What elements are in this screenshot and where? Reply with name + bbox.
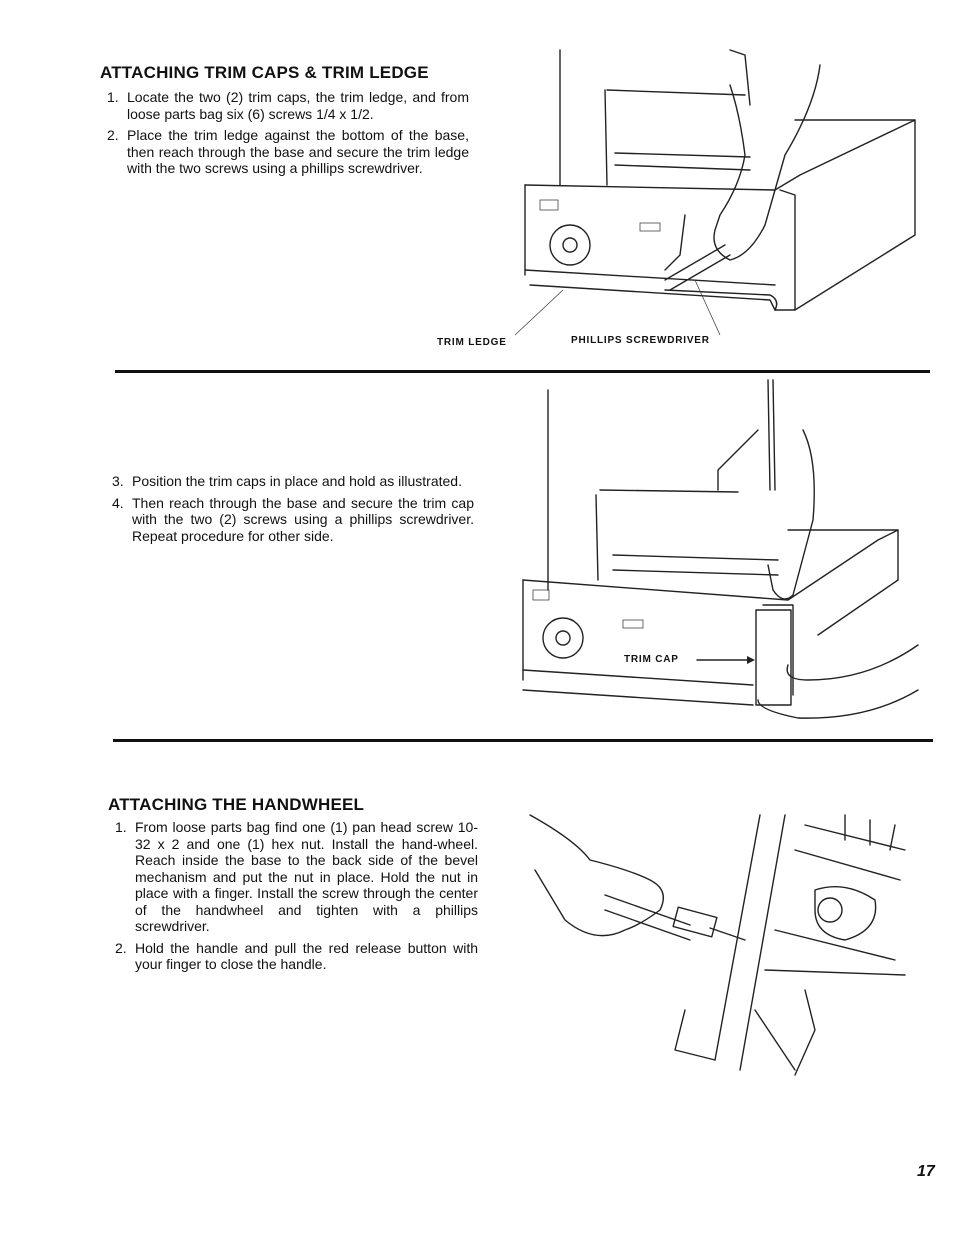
- trim-ledge-label: TRIM LEDGE: [437, 337, 507, 348]
- list-item: 4. Then reach through the base and secure the trim cap with the two (2) screws using a phillips screwdriver. Repeat procedure for other side.: [112, 494, 474, 544]
- phillips-screwdriver-label: PHILLIPS SCREWDRIVER: [571, 335, 710, 346]
- list-item: 1. From loose parts bag find one (1) pan head screw 10-32 x 2 and one (1) hex nut. Install the hand-wheel. Reach inside the base to the back side of the bevel mechanism and put the nut in place. Hold the nut in place with a finger. Install the screw through the center of the handwheel and tighten with a phillips screwdriver.: [115, 819, 478, 934]
- section3-steps: [115, 819, 478, 978]
- section-divider: [113, 739, 933, 742]
- section1-heading: ATTACHING TRIM CAPS & TRIM LEDGE: [100, 63, 429, 82]
- trim-ledge-install-illustration-icon: [515, 45, 920, 335]
- arrow-right-icon: [697, 655, 757, 665]
- list-item: 3. Position the trim caps in place and hold as illustrated.: [112, 473, 462, 489]
- page-number: 17: [917, 1163, 935, 1180]
- list-item: 2. Hold the handle and pull the red release button with your finger to close the handle.: [115, 939, 478, 972]
- list-item: 2. Place the trim ledge against the bottom of the base, then reach through the base and secure the trim ledge with the two screws using a phillips screwdriver.: [107, 127, 469, 176]
- trim-cap-label: TRIM CAP: [624, 654, 679, 665]
- section2-steps: [112, 473, 474, 549]
- list-item: 1. Locate the two (2) trim caps, the trim ledge, and from loose parts bag six (6) screws 1/4 x 1/2.: [107, 89, 469, 122]
- section3-heading: ATTACHING THE HANDWHEEL: [108, 795, 365, 814]
- section-divider: [115, 370, 930, 373]
- handwheel-install-illustration-icon: [525, 810, 910, 1080]
- trim-cap-install-illustration-icon: [518, 380, 923, 725]
- section1-steps: [107, 89, 469, 182]
